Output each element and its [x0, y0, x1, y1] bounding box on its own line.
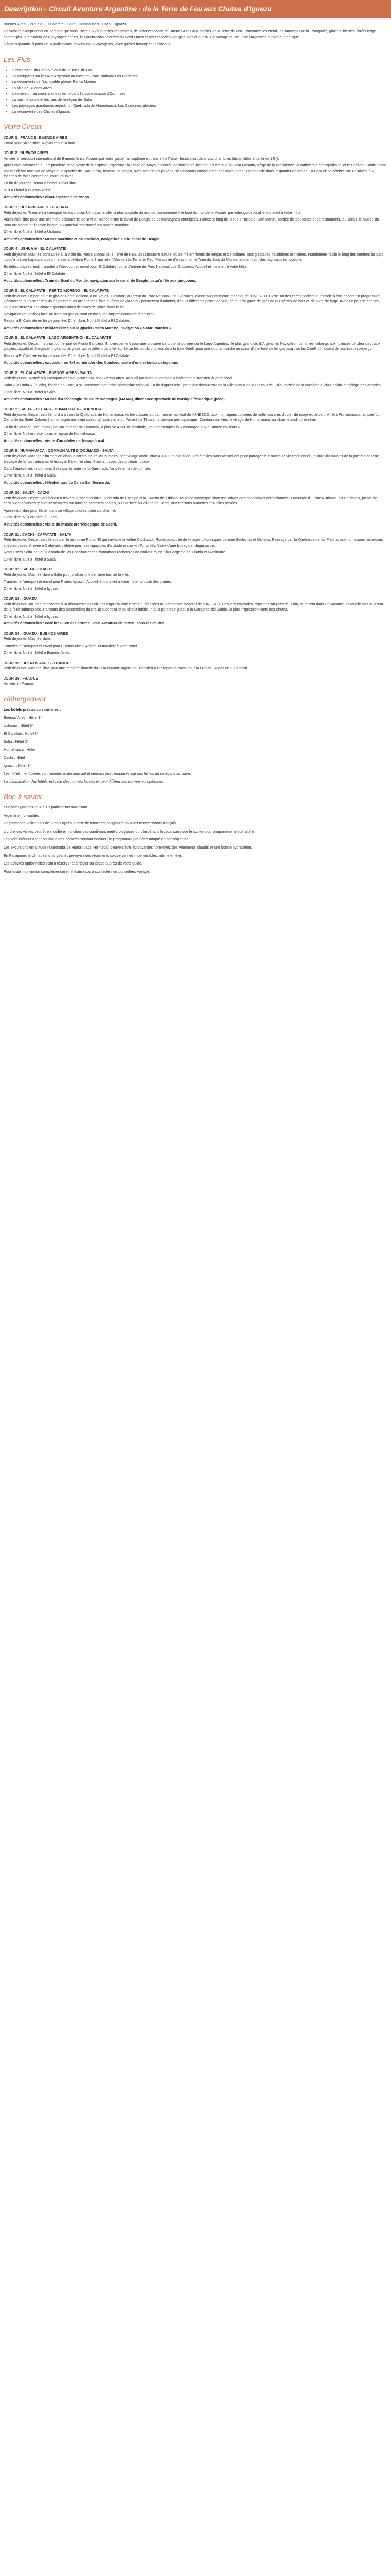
day-paragraph: En fin de journée, retour à l'hôtel. Dîner libre. [4, 180, 77, 185]
day-paragraph: Nuit à l'hôtel à Buenos Aires. [4, 188, 51, 193]
day-title: JOUR 9 : HUMAHUACA - COMMUNAUTÉ D'OCUMAZO - SALTA [4, 448, 114, 453]
day-paragraph: Après-midi libre pour flâner dans ce village colonial plein de charme. [4, 507, 116, 513]
day-title: JOUR 7 : EL CALAFATE - BUENOS AIRES - SALTA [4, 370, 92, 375]
day-paragraph: Dîner libre. Nuit à l'hôtel à Salta. [4, 556, 57, 562]
day-title: JOUR 2 : BUENOS AIRES [4, 150, 48, 156]
day-paragraph: Dîner libre. Nuit à l'hôtel à Salta. [4, 389, 57, 395]
day-block [4, 490, 387, 527]
day-optional-activities: Activités optionnelles : Musée maritime et du Presidio, navigation sur le canal de Beagle. [4, 236, 160, 241]
good-to-know-paragraph: En Patagonie, le climat est changeant : prévoyez des vêtements coupe-vent et imperméables, même en été. [4, 853, 182, 858]
day-paragraph: Petit déjeuner. Matinée libre à Salta pour profiter une dernière fois de la ville. [4, 572, 129, 577]
day-paragraph: Retour vers Salta par la Quebrada de las Conchas et ses formations rocheuses de couleur rouge : la Garganta del Diablo et l'Anfiteatro. [4, 550, 227, 555]
day-paragraph: En début d'après-midi, transfert à l'aéroport et envol pour El Calafate, porte d'entrée du Parc National Los Glaciares. Accueil et transfert à votre hôtel. [4, 264, 249, 269]
day-optional-activities: Activités optionnelles : visite d'un atelier de tissage local. [4, 438, 105, 443]
intro-paragraph: Ce voyage exceptionnel en petit groupe vous invite aux plus belles rencontres, de l'effervescence de Buenos Aires aux confins de la Terre de Feu. Parcourez les étendues sauvages de la Patagonie, glaciers bleutés, forêts lenga ; contemplez la grandeur des paysages andins, les quebradas colorées du Nord-Ouest et les cascades vertigineuses d'Iguazu. Un voyage au cœur de l'Argentine la plus authentique. [4, 29, 379, 39]
day-title: JOUR 1 : FRANCE - BUENOS AIRES [4, 135, 68, 140]
day-paragraph: Dîner libre. Nuit à l'hôtel à Buenos Aires. [4, 650, 70, 655]
plus-item: • La navigation sur le Lago Argentino au coeur du Parc National Los Glaciares [12, 74, 387, 79]
itinerary [4, 135, 387, 687]
hotel-line: Humahuaca : Hôtel [4, 747, 36, 752]
day-paragraph: Petit déjeuner. Départ vers l'ouest à travers la spectaculaire Quebrada de Escoipe et la Cuesta del Obispo, route de montagne sinueuse offrant des panoramas exceptionnels. Traversée du Parc National Los Cardones, planté de cactus candélabres géants centenaires sur fond de sommets andins, puis arrivée au village de Cachi, aux maisons blanches et ruelles pavées. [4, 495, 378, 506]
hotel-line: Salta : Hôtel 3* [4, 739, 28, 744]
day-paragraph: En fin de journée, excursion jusqu'au mirador du Hornocal, à plus de 4 300 m d'altitude, pour contempler la « montagne aux quatorze couleurs ». [4, 424, 241, 429]
hotels-intro: Les hôtels prévus ou similaires : [4, 707, 61, 712]
day-paragraph: Navigation (en option) face au front du glacier pour en mesurer l'impressionnante dimension. [4, 311, 156, 316]
day-block [4, 596, 387, 626]
day-paragraph: Petit déjeuner. Transfert à l'aéroport et envol pour Ushuaia, la ville la plus australe du monde, surnommée « le bout du monde ». Accueil par votre guide local et transfert à votre hôtel. [4, 210, 303, 215]
plus-list [4, 67, 387, 114]
day-title: JOUR 3 : BUENOS AIRES - USHUAIA [4, 205, 69, 210]
hotels-section [4, 707, 387, 785]
day-paragraph: Dîner libre. Nuit à l'hôtel à Iguazu. [4, 614, 60, 619]
good-to-know-paragraph: Les vols intérieurs sont soumis à des horaires pouvant évoluer ; le programme peut être adapté en conséquence. [4, 837, 190, 842]
day-block [4, 660, 387, 671]
day-title: JOUR 4 : USHUAIA - EL CALAFATE [4, 246, 66, 251]
day-title: JOUR 6 : EL CALAFATE - LAGO ARGENTINO - EL CALAFATE [4, 335, 111, 341]
day-block [4, 246, 387, 283]
day-paragraph: Dîner libre. Nuit à l'hôtel à Ushuaia. [4, 229, 62, 234]
good-to-know-paragraph: L'ordre des visites peut être modifié en fonction des conditions météorologiques ou d'impératifs locaux, sans que le contenu du programme ne soit altéré. [4, 828, 255, 834]
hotel-line: Cachi : Hôtel [4, 755, 25, 760]
day-paragraph: Petit déjeuner. Départ matinal pour le port de Punta Bandera. Embarquement pour une croisière de toute la journée sur le Lago Argentino, le plus grand lac d'Argentine. Navigation parmi les icebergs aux nuances de bleu jusqu'aux glaciers Upsala et Spegazzini, géants de glace qui se jettent dans le lac. Selon les conditions, escale à la baie Onelli pour une courte marche au cœur d'une forêt de lengas jusqu'au lac Onelli où flottent de nombreux icebergs. [4, 341, 381, 351]
day-paragraph: Après-midi libre pour une première découverte de la ville, nichée entre le canal de Beagle et les montagnes enneigées. Flânez le long de la rue principale, San Martin, bordée de boutiques et de restaurants, ou visitez le Musée du Bout du Monde et l'ancien bagne, aujourd'hui transformé en musée maritime. [4, 217, 379, 227]
bonvoy-heading: Bon à savoir [4, 792, 43, 801]
day-paragraph: Dîner libre. Nuit en hôtel à Cachi. [4, 515, 58, 520]
day-paragraph: Salta « la Linda » (la jolie), fondée en 1582, a su conserver son riche patrimoine colonial. En fin d'après-midi, première découverte de la ville autour de la Plaza 9 de Julio, bordée de la cathédrale, du Cabildo et d'élégantes arcades. [4, 382, 382, 387]
day-block [4, 370, 387, 402]
plus-item: • Les paysages grandioses argentins : Quebrada de Humahuaca, Los Cardones, glaciers [12, 103, 387, 109]
circuit-heading: Votre Circuit [4, 123, 42, 131]
plus-item: • La cuisine locale et les vins de la région de Salta [12, 97, 387, 103]
day-paragraph: Après-midi consacrée à une première découverte de la capitale argentine : la Plaza de Mayo, entourée de bâtiments historiques tels que la Casa Rosada, siège de la présidence, la cathédrale métropolitaine et le Cabildo. Continuation par la célèbre Avenida de Mayo et le quartier de San Telmo, berceau du tango, avec ses ruelles pavées, ses maisons coloniales et ses antiquaires. Promenade dans le quartier coloré de La Boca et sa célèbre rue Caminito, aux façades de tôles peintes de couleurs vives. [4, 163, 386, 179]
day-paragraph: Retour à El Calafate en fin de journée. Dîner libre. Nuit à l'hôtel à El Calafate. [4, 318, 131, 324]
day-optional-activities: Activités optionnelles : Musée d'Archéologie de Haute Montagne (MAAM), dîner avec spectacle de musique folklorique (peña). [4, 396, 226, 401]
intro-paragraph: Départs garantis à partir de 4 participants, maximum 16 voyageurs, avec guides francophones locaux. [4, 42, 171, 47]
day-block [4, 406, 387, 444]
day-optional-activities: Activités optionnelles : excursion en 4x4 au mirador des Condors, visite d'une estancia patagonne. [4, 360, 178, 365]
page-title: Description - Circuit Aventure Argentine : de la Terre de Feu aux Chutes d'Iguazu [0, 0, 391, 18]
day-paragraph: Petit déjeuner. Départ vers le sud par la mythique Route 40 qui traverse la vallée Calchaquí. Route ponctuée de villages pittoresques comme Seclantás et Molinos. Passage par la Quebrada de las Flechas aux formations rocheuses spectaculaires. Arrivée à Cafayate, célèbre pour ses vignobles d'altitude et son vin Torrontés. Visite d'une bodega et dégustation. [4, 537, 383, 548]
day-optional-activities: Activités optionnelles : téléphérique du Cerro San Bernardo. [4, 480, 110, 485]
good-to-know-paragraph: Les activités optionnelles sont à réserver et à régler sur place auprès de votre guide. [4, 861, 142, 866]
day-paragraph: Petit déjeuner. Départ pour le glacier Perito Moreno, à 80 km d'El Calafate, au cœur du Parc National Los Glaciares, classé au patrimoine mondial de l'UNESCO. C'est l'un des rares glaciers au monde à être encore en progression. Découverte du glacier depuis les passerelles aménagées face au front de glace qui permettent d'admirer, depuis différents points de vue, ce mur de glace de près de 60 mètres de haut et de 5 km de large. Avec un peu de chance, vous assisterez à des chutes spectaculaires de blocs de glace dans le lac. [4, 293, 382, 309]
day-block [4, 631, 387, 656]
good-to-know-paragraph: Argentine : formalités. [4, 812, 40, 818]
day-paragraph: Transfert à l'aéroport et envol pour Puerto Iguazu. Accueil et transfert à votre hôtel, proche des chutes. [4, 579, 172, 584]
hotel-line: Iguazu : Hôtel 3* [4, 763, 31, 768]
day-optional-activities: Activités optionnelles : mini-trekking sur le glacier Perito Moreno, navigation « Safari Náutico ». [4, 325, 172, 330]
day-paragraph: Dîner libre. Nuit à l'hôtel à Iguazu. [4, 586, 60, 591]
day-title: JOUR 16 : FRANCE [4, 675, 38, 681]
day-paragraph: Transfert à l'aéroport et envol pour Buenos Aires. Arrivée et transfert à votre hôtel. [4, 643, 138, 648]
day-paragraph: Petit déjeuner. Départ vers le nord à travers la Quebrada de Humahuaca, vallée classée au patrimoine mondial de l'UNESCO, aux montagnes colorées de mille nuances d'ocre, de rouge et de vert. Arrêt à Purmamarca, au pied du Cerro de los Siete Colores (la montagne aux sept couleurs), puis visite du Pucará de Tilcara, forteresse préhispanique. Continuation vers le village de Humahuaca, au charme andin préservé. [4, 412, 380, 422]
plus-item: • La découverte de l'incroyable glacier Perito Moreno [12, 79, 387, 85]
day-block [4, 288, 387, 331]
day-block [4, 150, 387, 200]
day-paragraph: Petit déjeuner. Transfert à l'aéroport et envol pour Salta, via Buenos Aires. Accueil par votre guide local à l'aéroport et transfert à votre hôtel. [4, 376, 233, 381]
hotel-line: Ushuaia : Hôtel 3* [4, 723, 34, 728]
day-paragraph: Petit déjeuner. Matinée libre. [4, 636, 51, 641]
hotels-heading: Hébergement [4, 694, 46, 703]
plus-item: • L'exploration du Parc National de la Terre de Feu [12, 67, 387, 73]
day-title: JOUR 8 : SALTA - TILCARA - HUMAHUACA - HORNOCAL [4, 406, 104, 412]
hotel-line: Buenos Aires : Hôtel 3* [4, 715, 42, 720]
day-title: JOUR 15 : BUENOS AIRES - FRANCE [4, 660, 70, 665]
day-title: JOUR 13 : IGUAZU [4, 596, 37, 601]
hotel-note: Les hôtels mentionnés sont donnés à titre indicatif et peuvent être remplacés par des hôtels de catégorie similaire. [4, 771, 191, 776]
good-to-know-paragraph: Les excursions en altitude (Quebrada de Humahuaca, Hornocal) peuvent être éprouvantes : prévoyez des vêtements chauds et une bonne hydratation. [4, 844, 252, 850]
day-paragraph: Arrivée en France. [4, 681, 35, 686]
day-block [4, 135, 387, 146]
day-paragraph: Petit déjeuner. Journée consacrée à la découverte des chutes d'Iguazu côté argentin, classées au patrimoine mondial de l'UNESCO. Ces 275 cascades, réparties sur près de 3 km, se jettent dans un vacarme assourdissant au cœur de la forêt subtropicale. Parcours des passerelles du circuit supérieur et du circuit inférieur, puis petit train jusqu'à la Garganta del Diablo, la plus impressionnante des chutes. [4, 601, 383, 612]
good-to-know-paragraph: Pour toute information complémentaire, n'hésitez pas à contacter nos conseillers voyage. [4, 869, 150, 874]
intro-paragraph: Buenos Aires - Ushuaia - El Calafate - Salta - Humahuaca - Cachi - Iguazu [4, 21, 126, 26]
day-paragraph: Dîner libre. Nuit en hôtel dans la région de Humahuaca. [4, 431, 95, 436]
good-to-know-paragraph: Un passeport valide plus de 6 mois après la date de retour est obligatoire pour les ressortissants français. [4, 821, 177, 826]
day-paragraph: Dîner libre. Nuit à l'hôtel à El Calafate. [4, 271, 67, 276]
main-content [0, 22, 391, 875]
day-title: JOUR 5 : EL CALAFATE - PERITO MORENO - EL CALAFATE [4, 288, 109, 293]
intro-section [4, 22, 387, 47]
day-optional-activities: Activités optionnelles : côté brésilien des chutes, Gran Aventura en bateau sous les chutes. [4, 621, 166, 626]
plus-item: • La ville de Buenos Aires [12, 86, 387, 91]
day-block [4, 335, 387, 366]
good-to-know-paragraph: * Départs garantis de 4 à 16 participants maximum. [4, 805, 88, 810]
day-block [4, 448, 387, 485]
day-optional-activities: Activités optionnelles : visite du musée archéologique de Cachi. [4, 521, 117, 527]
day-paragraph: Petit déjeuner. Matinée libre pour une dernière flânerie dans la capitale argentine. Transfert à l'aéroport et envol pour la France. Repas et nuit à bord. [4, 666, 248, 671]
hotel-line: El Calafate : Hôtel 3* [4, 731, 38, 736]
day-title: JOUR 12 : SALTA - IGUAZU [4, 567, 52, 572]
day-paragraph: Retour à El Calafate en fin de journée. Dîner libre. Nuit à l'hôtel à El Calafate. [4, 353, 131, 358]
day-paragraph: Envol pour l'Argentine. Repas et nuit à bord. [4, 140, 76, 145]
day-block [4, 676, 387, 687]
day-paragraph: Arrivée à l'aéroport international de Buenos Aires. Accueil par votre guide francophone et transfert à l'hôtel. Installation dans vos chambres (disponibles à partir de 14h). [4, 156, 279, 161]
day-title: JOUR 10 : SALTA - CACHI [4, 490, 50, 495]
plus-item: • L'immersion au coeur des traditions dans la communauté d'Ocumazo [12, 91, 387, 97]
day-optional-activities: Activités optionnelles : dîner-spectacle de tango. [4, 194, 90, 199]
day-optional-activities: Activités optionnelles : Train du Bout du Monde, navigation sur le canal de Beagle jusqu'à l'île aux pingouins. [4, 278, 197, 283]
day-title: JOUR 11 : CACHI - CAFAYATE - SALTA [4, 532, 72, 537]
day-title: JOUR 14 : IGUAZU - BUENOS AIRES [4, 631, 68, 636]
good-to-know-section [4, 805, 387, 874]
plus-item: • La découverte des Chutes d'Iguazu [12, 109, 387, 115]
day-paragraph: Dîner libre. Nuit à l'hôtel à Salta. [4, 473, 57, 478]
day-block [4, 532, 387, 563]
day-paragraph: Petit déjeuner. Matinée consacrée à la visite du Parc National de la Terre de Feu, un sanctuaire naturel où se mêlent forêts de lengas et de coihues, lacs glaciaires, tourbières et rivières. Randonnée facile le long des sentiers du parc jusqu'à la baie Lapataia, point final de la célèbre Route 3 qui relie l'Alaska à la Terre de Feu. Possibilité d'emprunter le Train du Bout du Monde, ancien train des bagnards (en option). [4, 251, 384, 262]
plus-heading: Les Plus [4, 55, 30, 63]
day-block [4, 567, 387, 591]
day-block [4, 205, 387, 242]
day-paragraph: Dans l'après-midi, retour vers Salta par la route de la Quebrada. Arrivée en fin de journée. [4, 466, 151, 471]
hotel-note: La classification des hôtels est celle des normes locales et peut différer des normes européennes. [4, 779, 165, 784]
day-paragraph: Petit déjeuner. Matinée d'immersion dans la communauté d'Ocumazo, petit village andin situé à 3 400 m d'altitude. Les familles vous accueillent pour partager leur mode de vie traditionnel : culture du maïs et de la pomme de terre, élevage de lamas, artisanat et tissage. Déjeuner chez l'habitant avec des produits locaux. [4, 453, 381, 464]
